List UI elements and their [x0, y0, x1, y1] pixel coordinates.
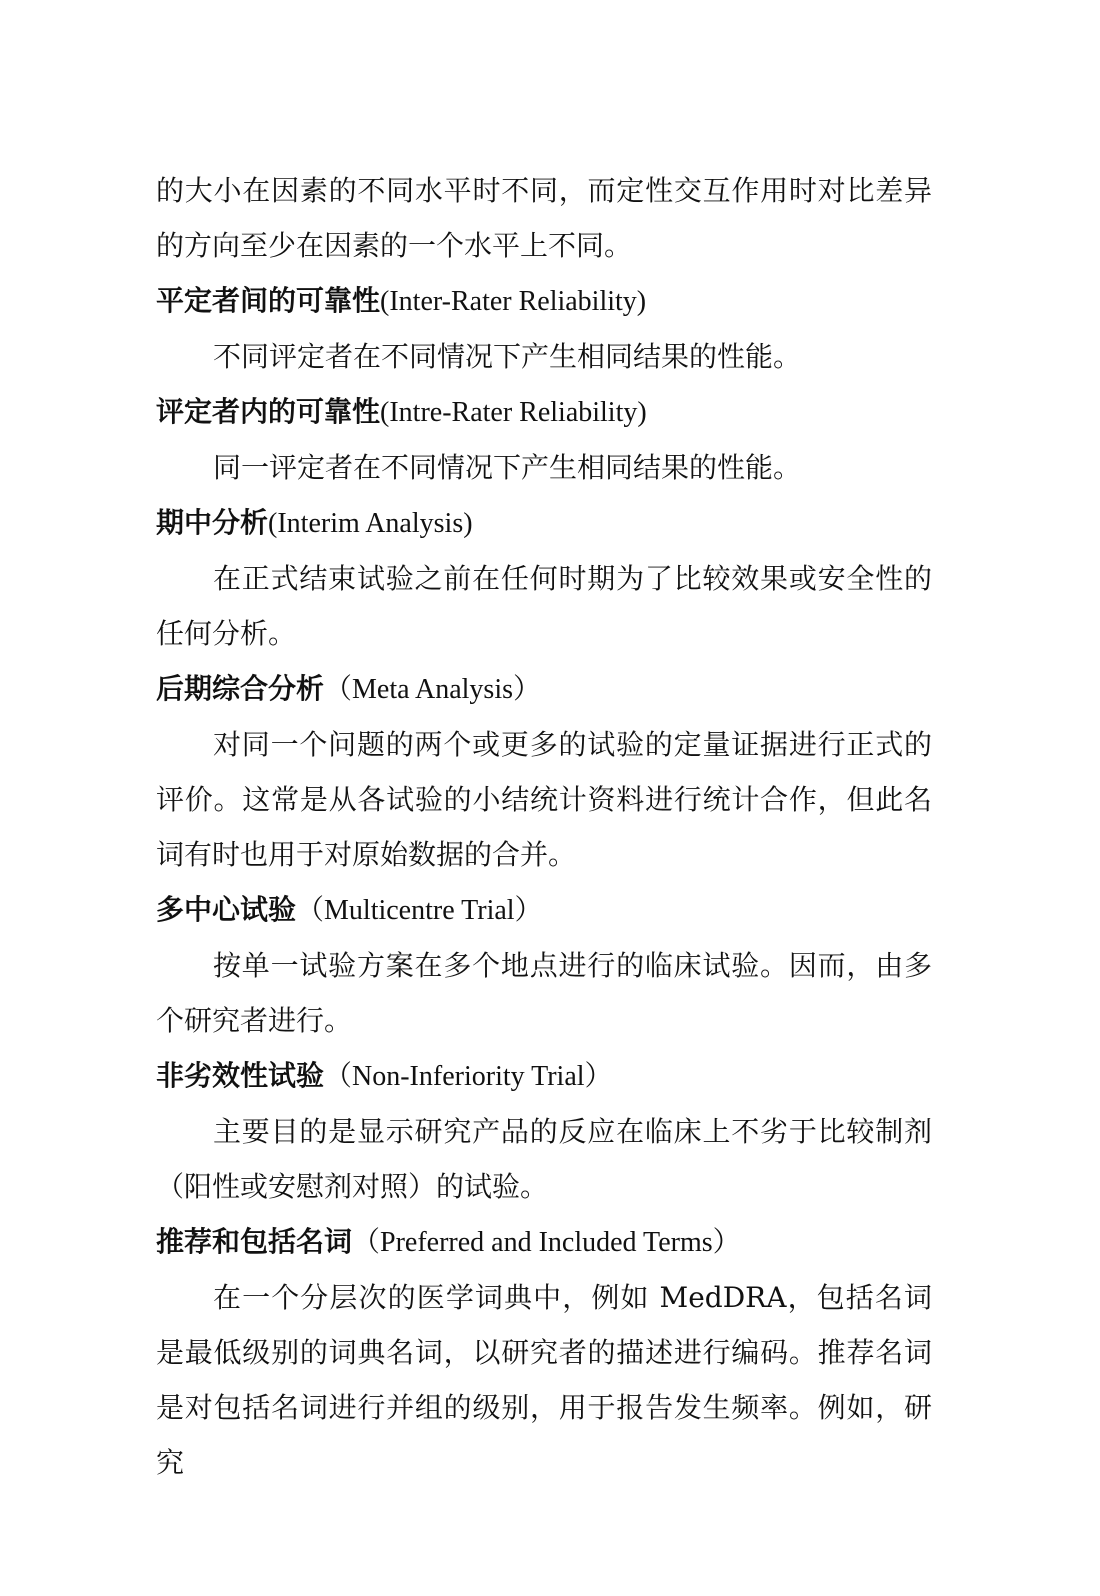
- term-definition-interim-analysis: 在正式结束试验之前在任何时期为了比较效果或安全性的任何分析。: [156, 562, 932, 650]
- term-title-en: （Preferred and Included Terms）: [352, 1227, 741, 1258]
- term-title-zh: 多中心试验: [156, 893, 297, 926]
- term-heading-inter-rater: [156, 273, 932, 329]
- term-title-en: （Non-Inferiority Trial）: [324, 1061, 613, 1092]
- term-title-en: （Multicentre Trial）: [296, 895, 543, 926]
- term-definition-preferred-included-terms: 在一个分层次的医学词典中，例如 MedDRA，包括名词是最低级别的词典名词，以研究者的描述进行编码。推荐名词是对包括名词进行并组的级别，用于报告发生频率。例如，研究: [156, 1281, 932, 1479]
- term-title-zh: 评定者内的可靠性: [156, 395, 381, 428]
- term-title-en: (Interim Analysis): [268, 508, 473, 539]
- term-title-zh: 推荐和包括名词: [156, 1225, 353, 1258]
- term-title-en: (Inter-Rater Reliability): [380, 286, 647, 317]
- term-definition-multicentre-trial: 按单一试验方案在多个地点进行的临床试验。因而，由多个研究者进行。: [156, 949, 932, 1037]
- term-title-zh: 平定者间的可靠性: [156, 284, 381, 317]
- term-heading-interim-analysis: [156, 495, 932, 551]
- term-heading-multicentre-trial: [156, 882, 932, 938]
- term-definition-non-inferiority-trial: 主要目的是显示研究产品的反应在临床上不劣于比较制剂（阳性或安慰剂对照）的试验。: [156, 1115, 932, 1203]
- document-body: [156, 163, 932, 1490]
- term-heading-non-inferiority-trial: [156, 1048, 932, 1104]
- term-title-en: （Meta Analysis）: [324, 674, 542, 705]
- term-title-en: (Intre-Rater Reliability): [380, 397, 647, 428]
- term-definition-meta-analysis: 对同一个问题的两个或更多的试验的定量证据进行正式的评价。这常是从各试验的小结统计资料进行统计合作，但此名词有时也用于对原始数据的合并。: [156, 728, 932, 871]
- term-definition-inter-rater: 不同评定者在不同情况下产生相同结果的性能。: [213, 340, 802, 373]
- term-heading-intra-rater: [156, 384, 932, 440]
- term-heading-meta-analysis: [156, 661, 932, 717]
- term-title-zh: 后期综合分析: [156, 672, 325, 705]
- term-heading-preferred-included-terms: [156, 1214, 932, 1270]
- intro-paragraph: 的大小在因素的不同水平时不同，而定性交互作用时对比差异的方向至少在因素的一个水平上不同。: [156, 174, 932, 262]
- term-definition-intra-rater: 同一评定者在不同情况下产生相同结果的性能。: [213, 451, 802, 484]
- term-title-zh: 非劣效性试验: [156, 1059, 325, 1092]
- term-title-zh: 期中分析: [156, 506, 269, 539]
